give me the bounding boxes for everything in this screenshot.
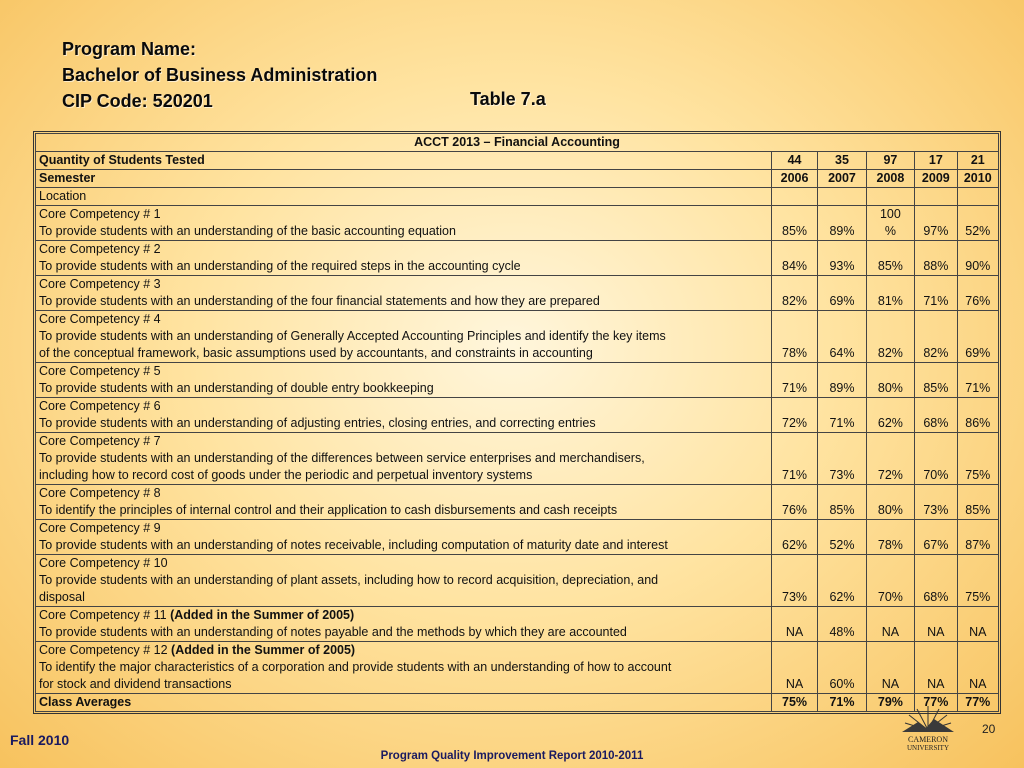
competency-description-cell xyxy=(36,485,772,520)
score-cell: NA xyxy=(866,642,914,694)
competency-row xyxy=(36,276,999,311)
score-cell: 68% xyxy=(915,398,957,433)
score-cell: NA xyxy=(915,642,957,694)
semester-cell: 2007 xyxy=(818,170,866,188)
competency-description-cell xyxy=(36,398,772,433)
location-cell xyxy=(818,188,866,206)
competency-description-cell xyxy=(36,520,772,555)
competency-name: Core Competency # 11 xyxy=(39,608,167,622)
class-averages-row xyxy=(36,694,999,712)
competency-description-line: of the conceptual framework, basic assumptions used by accountants, and constraints in accounting xyxy=(39,346,593,360)
competency-description-line: To identify the principles of internal control and their application to cash disbursements and cash receipts xyxy=(39,503,618,517)
competency-heading xyxy=(39,520,768,537)
competency-description-line: including how to record cost of goods under the periodic and perpetual inventory systems xyxy=(39,468,533,482)
cip-code: CIP Code: 520201 xyxy=(62,91,213,111)
competency-added-note: (Added in the Summer of 2005) xyxy=(170,608,355,622)
competency-description-line: To provide students with an understanding of double entry bookkeeping xyxy=(39,381,434,395)
average-cell: 77% xyxy=(957,694,998,712)
score-cell: 71% xyxy=(771,433,817,485)
competency-heading xyxy=(39,607,768,624)
competency-description-cell xyxy=(36,311,772,363)
competency-heading xyxy=(39,398,768,415)
average-cell: 75% xyxy=(771,694,817,712)
score-cell: 72% xyxy=(866,433,914,485)
competency-name: Core Competency # 7 xyxy=(39,434,161,448)
score-cell: NA xyxy=(957,607,998,642)
score-cell: 69% xyxy=(957,311,998,363)
assessment-table-frame xyxy=(33,131,1001,714)
score-cell: 85% xyxy=(771,206,817,241)
score-cell: 100 % xyxy=(866,206,914,241)
competency-name: Core Competency # 5 xyxy=(39,364,161,378)
score-cell: 69% xyxy=(818,276,866,311)
competency-description-cell xyxy=(36,276,772,311)
score-cell: 84% xyxy=(771,241,817,276)
quantity-cell: 35 xyxy=(818,152,866,170)
semester-cell: 2008 xyxy=(866,170,914,188)
competency-description-line: disposal xyxy=(39,590,85,604)
competency-description-cell xyxy=(36,433,772,485)
competency-name: Core Competency # 8 xyxy=(39,486,161,500)
score-cell: 73% xyxy=(915,485,957,520)
score-cell: 72% xyxy=(771,398,817,433)
score-cell: 52% xyxy=(957,206,998,241)
competency-heading xyxy=(39,241,768,258)
semester-cell: 2010 xyxy=(957,170,998,188)
score-cell: 87% xyxy=(957,520,998,555)
competency-description-cell xyxy=(36,241,772,276)
location-label: Location xyxy=(36,188,772,206)
competency-description-line: To provide students with an understanding of notes receivable, including computation of maturity date and interest xyxy=(39,538,668,552)
score-cell: NA xyxy=(771,642,817,694)
score-cell: 76% xyxy=(957,276,998,311)
score-cell: 78% xyxy=(771,311,817,363)
table-label: Table 7.a xyxy=(470,89,546,109)
score-cell: 71% xyxy=(771,363,817,398)
competency-row xyxy=(36,398,999,433)
score-cell: 85% xyxy=(818,485,866,520)
competency-heading xyxy=(39,276,768,293)
competency-name: Core Competency # 6 xyxy=(39,399,161,413)
score-cell: NA xyxy=(957,642,998,694)
competency-description-line: To provide students with an understanding of notes payable and the methods by which they are accounted xyxy=(39,625,627,639)
competency-heading xyxy=(39,485,768,502)
competency-name: Core Competency # 4 xyxy=(39,312,161,326)
quantity-cell: 21 xyxy=(957,152,998,170)
course-title: ACCT 2013 – Financial Accounting xyxy=(36,134,999,152)
score-cell: 80% xyxy=(866,485,914,520)
competency-heading xyxy=(39,642,768,659)
competency-description-cell xyxy=(36,555,772,607)
score-cell: 90% xyxy=(957,241,998,276)
competency-name: Core Competency # 3 xyxy=(39,277,161,291)
assessment-table xyxy=(35,133,999,712)
competency-description-line: To provide students with an understanding of the required steps in the accounting cycle xyxy=(39,259,521,273)
competency-description-line: To provide students with an understanding of the basic accounting equation xyxy=(39,224,456,238)
score-cell: 85% xyxy=(957,485,998,520)
program-name-label: Program Name: xyxy=(62,39,197,59)
competency-row xyxy=(36,241,999,276)
score-cell: 67% xyxy=(915,520,957,555)
score-cell: 62% xyxy=(818,555,866,607)
competency-row xyxy=(36,520,999,555)
score-cell: 52% xyxy=(818,520,866,555)
competency-heading xyxy=(39,311,768,328)
score-cell: 82% xyxy=(866,311,914,363)
score-cell: 64% xyxy=(818,311,866,363)
location-row xyxy=(36,188,999,206)
score-cell: 71% xyxy=(915,276,957,311)
competency-description-line: To provide students with an understanding of Generally Accepted Accounting Principles and identify the key items xyxy=(39,329,666,343)
score-cell: 86% xyxy=(957,398,998,433)
cameron-university-logo xyxy=(898,700,958,752)
quantity-cell: 44 xyxy=(771,152,817,170)
location-cell xyxy=(957,188,998,206)
competency-row xyxy=(36,555,999,607)
semester-row xyxy=(36,170,999,188)
competency-heading xyxy=(39,555,768,572)
competency-description-cell xyxy=(36,607,772,642)
score-cell: 88% xyxy=(915,241,957,276)
location-cell xyxy=(866,188,914,206)
table-title-row xyxy=(36,134,999,152)
competency-added-note: (Added in the Summer of 2005) xyxy=(171,643,356,657)
competency-heading xyxy=(39,363,768,380)
score-cell: 75% xyxy=(957,433,998,485)
score-cell: 68% xyxy=(915,555,957,607)
score-cell: 76% xyxy=(771,485,817,520)
logo-text-university: UNIVERSITY xyxy=(907,744,949,752)
competency-description-line: To provide students with an understanding of plant assets, including how to record acquisition, depreciation, and xyxy=(39,573,659,587)
competency-description-cell xyxy=(36,642,772,694)
score-cell: 80% xyxy=(866,363,914,398)
competency-name: Core Competency # 1 xyxy=(39,207,161,221)
competency-row xyxy=(36,607,999,642)
competency-name: Core Competency # 2 xyxy=(39,242,161,256)
score-cell: NA xyxy=(915,607,957,642)
score-cell: 81% xyxy=(866,276,914,311)
quantity-cell: 17 xyxy=(915,152,957,170)
competency-row xyxy=(36,642,999,694)
score-cell: NA xyxy=(771,607,817,642)
score-cell: 89% xyxy=(818,363,866,398)
score-cell: 60% xyxy=(818,642,866,694)
score-cell: 85% xyxy=(915,363,957,398)
footer-term: Fall 2010 xyxy=(10,732,70,748)
score-cell: 71% xyxy=(818,398,866,433)
program-header xyxy=(62,36,377,114)
semester-cell: 2009 xyxy=(915,170,957,188)
score-cell: 78% xyxy=(866,520,914,555)
score-cell: 73% xyxy=(771,555,817,607)
semester-cell: 2006 xyxy=(771,170,817,188)
quantity-cell: 97 xyxy=(866,152,914,170)
page-number: 20 xyxy=(982,722,996,736)
competency-description-line: To provide students with an understanding of the differences between service enterprises and merchandisers, xyxy=(39,451,645,465)
competency-description-line: To provide students with an understanding of the four financial statements and how they are prepared xyxy=(39,294,600,308)
logo-text-cameron: CAMERON xyxy=(907,735,949,744)
program-name: Bachelor of Business Administration xyxy=(62,65,378,85)
score-cell: 48% xyxy=(818,607,866,642)
competency-name: Core Competency # 10 xyxy=(39,556,168,570)
score-cell: 73% xyxy=(818,433,866,485)
score-cell: 82% xyxy=(771,276,817,311)
score-cell: 71% xyxy=(957,363,998,398)
competency-row xyxy=(36,433,999,485)
semester-label: Semester xyxy=(36,170,772,188)
score-cell: 75% xyxy=(957,555,998,607)
score-cell: 62% xyxy=(771,520,817,555)
competency-description-line: To identify the major characteristics of a corporation and provide students with an understanding of how to account xyxy=(39,660,672,674)
score-cell: 70% xyxy=(915,433,957,485)
competency-row xyxy=(36,311,999,363)
competency-row xyxy=(36,363,999,398)
score-cell: 97% xyxy=(915,206,957,241)
score-cell: 82% xyxy=(915,311,957,363)
competency-row xyxy=(36,206,999,241)
average-cell: 77% xyxy=(915,694,957,712)
quantity-label: Quantity of Students Tested xyxy=(36,152,772,170)
location-cell xyxy=(915,188,957,206)
score-cell: 93% xyxy=(818,241,866,276)
competency-name: Core Competency # 9 xyxy=(39,521,161,535)
competency-description-line: To provide students with an understanding of adjusting entries, closing entries, and correcting entries xyxy=(39,416,596,430)
competency-row xyxy=(36,485,999,520)
average-cell: 79% xyxy=(866,694,914,712)
footer-report-title: Program Quality Improvement Report 2010-2011 xyxy=(380,750,644,762)
class-averages-label: Class Averages xyxy=(36,694,772,712)
competency-description-line: for stock and dividend transactions xyxy=(39,677,232,691)
quantity-row xyxy=(36,152,999,170)
score-cell: 85% xyxy=(866,241,914,276)
score-cell: 62% xyxy=(866,398,914,433)
score-cell: NA xyxy=(866,607,914,642)
location-cell xyxy=(771,188,817,206)
competency-heading xyxy=(39,206,768,223)
score-cell: 89% xyxy=(818,206,866,241)
competency-heading xyxy=(39,433,768,450)
competency-description-cell xyxy=(36,363,772,398)
average-cell: 71% xyxy=(818,694,866,712)
competency-description-cell xyxy=(36,206,772,241)
score-cell: 70% xyxy=(866,555,914,607)
competency-name: Core Competency # 12 xyxy=(39,643,168,657)
